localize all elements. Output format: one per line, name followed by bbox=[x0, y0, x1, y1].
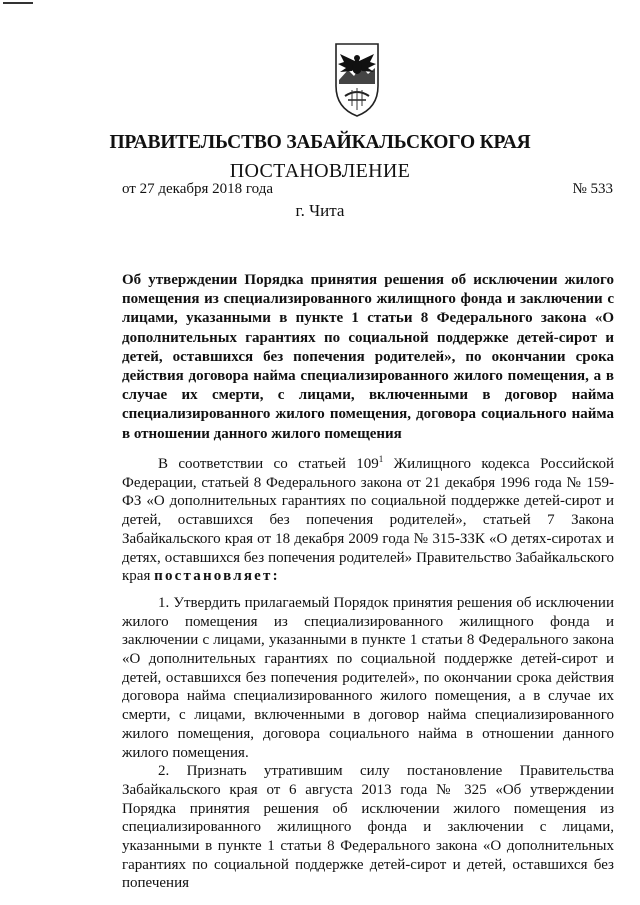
document-city: г. Чита bbox=[295, 201, 345, 220]
decree-word: постановляет: bbox=[154, 568, 280, 585]
item-paragraph-2: 2. Признать утратившим силу постановление Правительства Забайкальского края от 6 августа 2013 года № 325 «Об утверждении Порядка принятия решения об исключении жилого помещения из специализированного жилищного фонда и заключении с лицами, указанными в пункте 1 статьи 8 Федерального закона «О дополнительных гарантиях по социальной поддержке детей-сирот и детей, оставшихся без попечения bbox=[122, 763, 614, 892]
document-type: ПОСТАНОВЛЕНИЕ bbox=[229, 160, 411, 182]
document-heading: Об утверждении Порядка принятия решения об исключении жилого помещения из специализированного жилищного фонда и заключении с лицами, указанными в пункте 1 статьи 8 Федерального закона «О дополнительных гарантиях по социальной поддержке детей-сирот и детей, оставшихся без попечения родителей», по окончании срока действия договора найма специализированного жилого помещения, а в случае их смерти, с лицами, включенными в договор найма специализированного жилого помещения, договора социального найма в отношении данного жилого помещения bbox=[122, 272, 614, 442]
preamble-paragraph bbox=[122, 455, 614, 586]
item-paragraph-1: 1. Утвердить прилагаемый Порядок принятия решения об исключении жилого помещения из специализированного жилищного фонда и заключении с лицами, указанными в пункте 1 статьи 8 Федерального закона «О дополнительных гарантиях по социальной поддержке детей-сирот и детей, оставшихся без попечения родителей», по окончании срока действия договора найма специализированного жилого помещения, а в случае их смерти, с лицами, включенными в договор найма специализированного жилого помещения, договора социального найма в отношении данного жилого помещения. bbox=[122, 594, 614, 761]
preamble-text-1: В соответствии со статьей 109 bbox=[158, 456, 379, 472]
document-date: от 27 декабря 2018 года bbox=[122, 181, 274, 197]
government-title: ПРАВИТЕЛЬСТВО ЗАБАЙКАЛЬСКОГО КРАЯ bbox=[109, 132, 531, 153]
preamble-superscript: 1 bbox=[378, 454, 384, 464]
preamble-text-2: Жилищного кодекса Российской Федерации, статьей 8 Федерального закона от 21 декабря 1996 года № 159-ФЗ «О дополнительных гарантиях по социальной поддержке детей-сирот и детей, оставшихся без попечения родителей», статьей 7 Закона Забайкальского края от 18 декабря 2009 года № 315-ЗЗК «О детях-сиротах и детях, оставшихся без попечения родителей» Правительство Забайкальского края bbox=[122, 456, 614, 585]
coat-of-arms-icon bbox=[328, 40, 386, 120]
document-number: № 533 bbox=[572, 181, 613, 197]
scan-edge-mark bbox=[3, 2, 33, 4]
document-body bbox=[122, 455, 614, 893]
